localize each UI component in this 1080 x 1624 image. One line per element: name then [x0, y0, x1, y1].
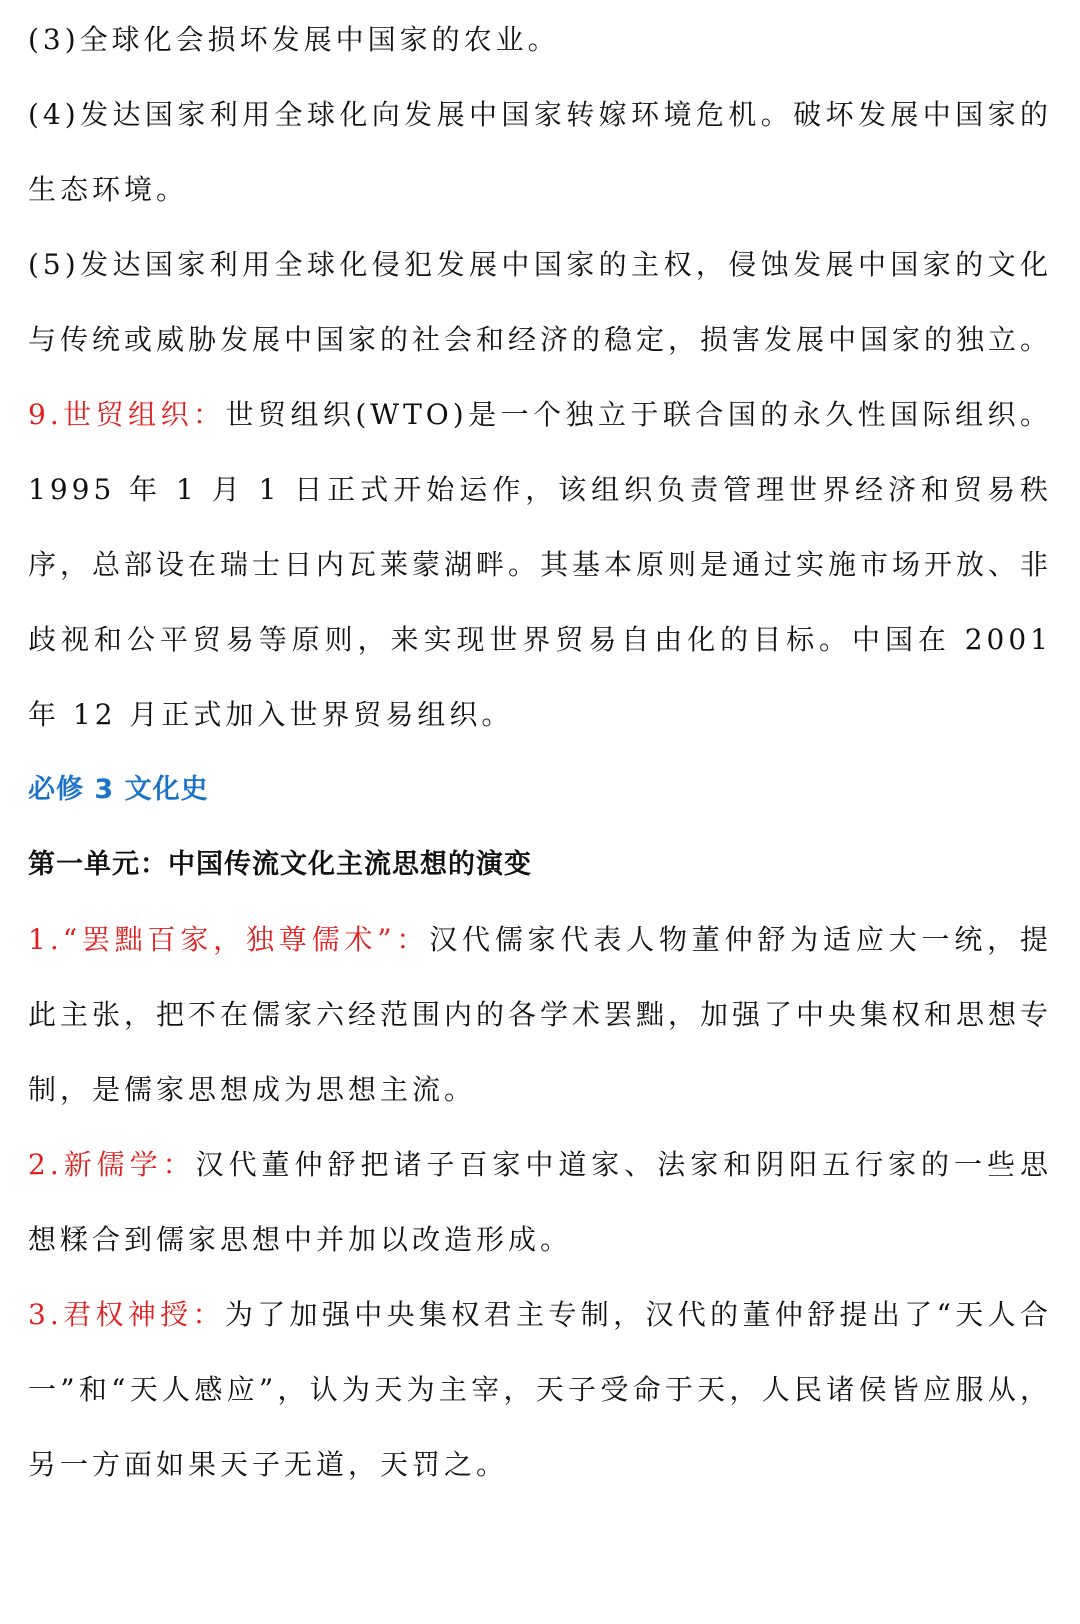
paragraph-text: (5)发达国家利用全球化侵犯发展中国家的主权，侵蚀发展中国家的文化与传统或威胁发展中国家的社会和经济的稳定，损害发展中国家的独立。 — [28, 248, 1053, 356]
paragraph-globalization-environment — [28, 77, 1052, 227]
term-label-wto: 9.世贸组织： — [28, 398, 226, 431]
term-label: 1.“罢黜百家，独尊儒术”： — [28, 923, 430, 956]
unit-heading: 第一单元：中国传流文化主流思想的演变 — [28, 849, 532, 880]
paragraph-text: (3)全球化会损坏发展中国家的农业。 — [28, 23, 560, 56]
module-heading: 必修 3 文化史 — [28, 774, 209, 805]
paragraph-text: (4)发达国家利用全球化向发展中国家转嫁环境危机。破坏发展中国家的生态环境。 — [28, 98, 1052, 206]
term-label: 3.君权神授： — [28, 1298, 225, 1331]
paragraph-globalization-sovereignty — [28, 227, 1052, 377]
paragraph-term-2 — [28, 1127, 1052, 1277]
term-definition-wto: 世贸组织(WTO)是一个独立于联合国的永久性国际组织。1995 年 1 月 1 日正式开始运作，该组织负责管理世界经济和贸易秩序，总部设在瑞士日内瓦莱蒙湖畔。其基本原则是通过实施市场开放、非歧视和公平贸易等原则，来实现世界贸易自由化的目标。中国在 2001 年 12 月正式加入世界贸易组织。 — [28, 398, 1053, 731]
paragraph-globalization-agriculture — [28, 2, 1052, 77]
term-definition: 为了加强中央集权君主专制，汉代的董仲舒提出了“天人合一”和“天人感应”，认为天为主宰，天子受命于天，人民诸侯皆应服从，另一方面如果天子无道，天罚之。 — [28, 1298, 1052, 1481]
paragraph-term-3 — [28, 1277, 1052, 1502]
paragraph-wto — [28, 377, 1052, 752]
paragraph-term-1 — [28, 902, 1052, 1127]
term-label: 2.新儒学： — [28, 1148, 196, 1181]
term-definition: 汉代董仲舒把诸子百家中道家、法家和阴阳五行家的一些思想糅合到儒家思想中并加以改造形成。 — [28, 1148, 1052, 1256]
term-definition: 汉代儒家代表人物董仲舒为适应大一统，提此主张，把不在儒家六经范围内的各学术罢黜，加强了中央集权和思想专制，是儒家思想成为思想主流。 — [28, 923, 1053, 1106]
